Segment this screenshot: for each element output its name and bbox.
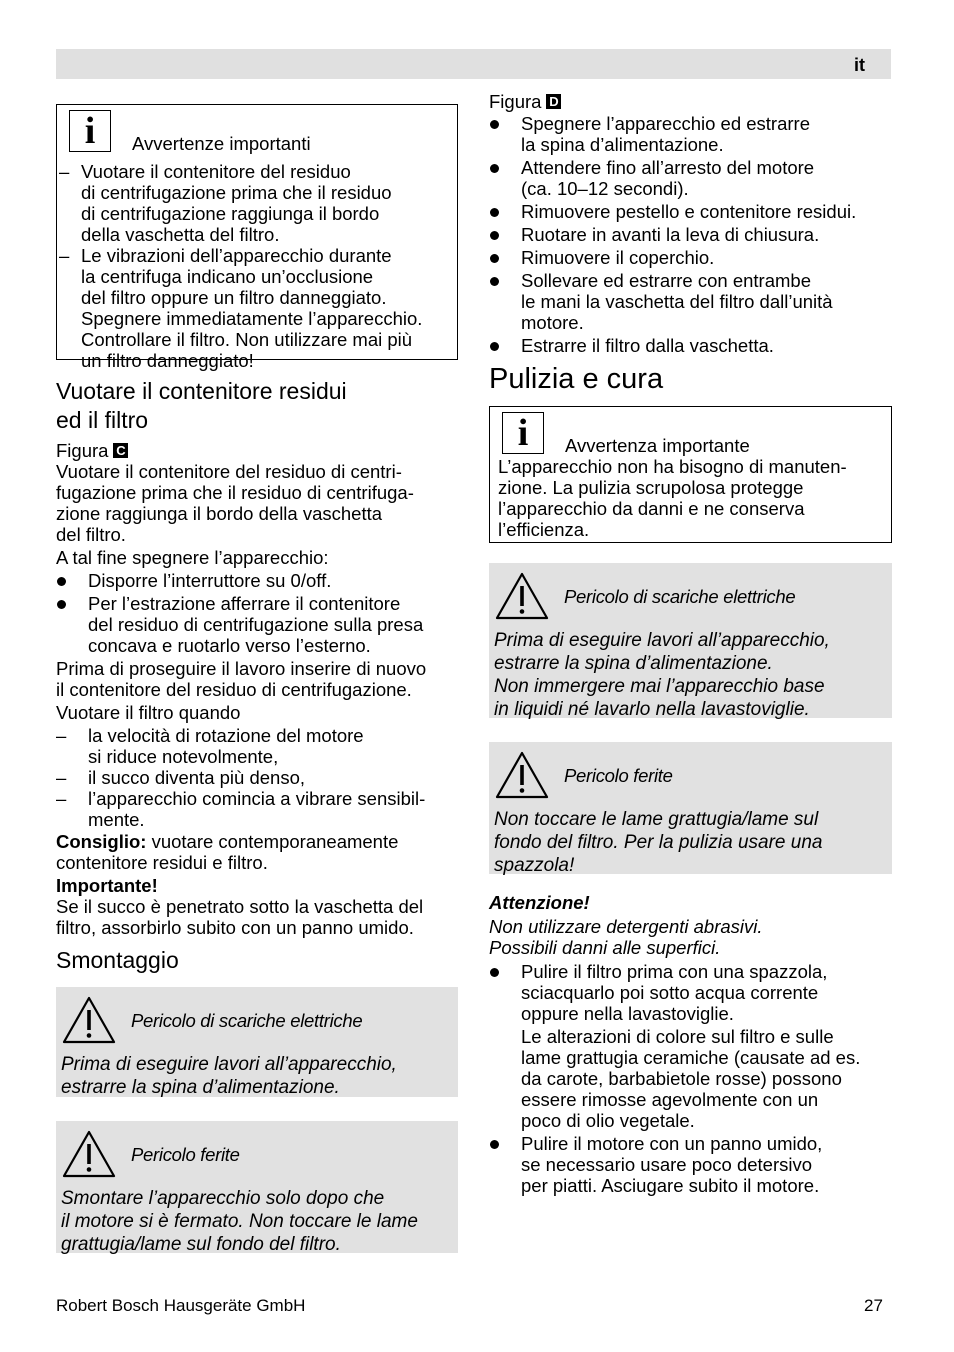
section-title-disassembly: Smontaggio [56,947,179,973]
warning-box-injury [489,742,892,874]
list-item: Disporre l’interruttore su 0/off. [56,570,458,591]
dash-list [56,725,458,830]
paragraph: A tal fine spegnere l’apparecchio: [56,547,329,568]
warning-triangle-icon [62,995,116,1045]
warning-box-electric [56,987,458,1097]
warning-triangle-icon [62,1129,116,1179]
warning-text: Non toccare le lame grattugia/lame sul fondo del filtro. Per la pulizia usare una spazzola! [494,809,823,876]
warning-triangle-icon [495,750,549,800]
page-number: 27 [864,1296,883,1315]
paragraph: Prima di proseguire il lavoro inserire di nuovo il contenitore del residuo di centrifugazione. [56,658,427,700]
header-bar [56,49,891,79]
left-column [56,104,458,1253]
section-title-empty-filter: Vuotare il contenitore residui ed il filtro [56,378,347,433]
list-item: Sollevare ed estrarre con entrambe le mani la vaschetta del filtro dall’unità motore. [489,270,892,333]
list-item: Ruotare in avanti la leva di chiusura. [489,224,892,245]
list-item: – Le vibrazioni dell’apparecchio durante la centrifuga indicano un’occlusione del filtro oppure un filtro danneggiato. Spegnere immediatamente l’apparecchio. Controllare il filtro. Non utilizzare mai più un filtro danneggiato! [57,245,457,371]
footer-company: Robert Bosch Hausgeräte GmbH [56,1296,306,1315]
figure-letter-badge: D [546,94,561,109]
info-title: Avvertenza importante [565,435,750,456]
tip-paragraph: Consiglio: vuotare contemporaneamente contenitore residui e filtro. [56,831,399,873]
language-code: it [854,55,865,75]
list-item: – l’apparecchio comincia a vibrare sensibil- mente. [56,788,458,830]
warning-title: Pericolo di scariche elettriche [564,585,796,607]
attention-text: Non utilizzare detergenti abrasivi. Possibili danni alle superfici. [489,916,763,958]
important-paragraph: Se il succo è penetrato sotto la vaschetta del filtro, assorbirlo subito con un panno umido. [56,896,424,938]
list-item: Attendere fino all’arresto del motore (ca. 10–12 secondi). [489,157,892,199]
warning-text: Prima di eseguire lavori all’apparecchio, estrarre la spina d’alimentazione. [61,1054,397,1098]
list-item: Pulire il filtro prima con una spazzola, sciacquarlo poi sotto acqua corrente oppure nella lavastoviglie. Le alterazioni di colore sul filtro e sulle lame grattugia ceramiche (causate ad es. da carote, barbabietole rosse) possono essere rimosse agevolmente con un poco di olio vegetale. [489,961,892,1131]
bullet-list [56,570,458,656]
list-item: Per l’estrazione afferrare il contenitore del residuo di centrifugazione sulla presa concava e ruotarlo verso l’esterno. [56,593,458,656]
warning-title: Pericolo ferite [131,1143,240,1165]
figure-label: Figura C [56,440,458,461]
list-item: Spegnere l’apparecchio ed estrarre la spina d’alimentazione. [489,113,892,155]
info-icon: i [502,412,544,454]
list-item: Rimuovere il coperchio. [489,247,892,268]
list-item: Pulire il motore con un panno umido, se necessario usare poco detersivo per piatti. Asciugare subito il motore. [489,1133,892,1196]
figure-label: Figura D [489,91,892,112]
list-item: – Vuotare il contenitore del residuo di centrifugazione prima che il residuo di centrifugazione raggiunga il bordo della vaschetta del filtro. [57,161,457,245]
attention-label: Attenzione! [489,892,590,913]
important-label: Importante! [56,875,158,896]
info-icon: i [69,110,111,152]
warning-title: Pericolo di scariche elettriche [131,1009,363,1031]
bullet-list [489,113,892,356]
list-item: – la velocità di rotazione del motore si riduce notevolmente, [56,725,458,767]
paragraph: Vuotare il filtro quando [56,702,241,723]
list-item: Estrarre il filtro dalla vaschetta. [489,335,892,356]
info-title: Avvertenze importanti [132,133,311,154]
section-title-cleaning: Pulizia e cura [489,363,664,395]
paragraph: Vuotare il contenitore del residuo di centri- fugazione prima che il residuo di centrifuga- zione raggiunga il bordo della vaschetta del filtro. [56,461,414,545]
important-notes-list [57,161,457,371]
warning-triangle-icon [495,571,549,621]
figure-letter-badge: C [113,443,128,458]
list-item-continuation: Le alterazioni di colore sul filtro e sulle lame grattugia ceramiche (causate ad es. da carote, barbabietole rosse) possono essere rimosse agevolmente con un poco di olio vegetale. [521,1026,861,1131]
care-bullet-list [489,961,892,1196]
warning-box-injury [56,1121,458,1253]
warning-text: Smontare l’apparecchio solo dopo che il motore si è fermato. Non toccare le lame grattugia/lame sul fondo del filtro. [61,1188,418,1255]
list-item: Rimuovere pestello e contenitore residui. [489,201,892,222]
list-item: – il succo diventa più denso, [56,767,458,788]
right-column [489,91,892,1198]
important-note-box [489,406,892,543]
info-text: L’apparecchio non ha bisogno di manuten- zione. La pulizia scrupolosa protegge l’apparecchio da danni e ne conserva l’efficienza. [498,456,847,540]
warning-title: Pericolo ferite [564,764,673,786]
warning-box-electric [489,563,892,718]
tip-label: Consiglio: [56,831,147,852]
warning-text: Prima di eseguire lavori all’apparecchio, estrarre la spina d’alimentazione. Non immergere mai l’apparecchio base in liquidi né lavarlo nella lavastoviglie. [494,630,830,720]
important-notes-box [56,104,458,371]
